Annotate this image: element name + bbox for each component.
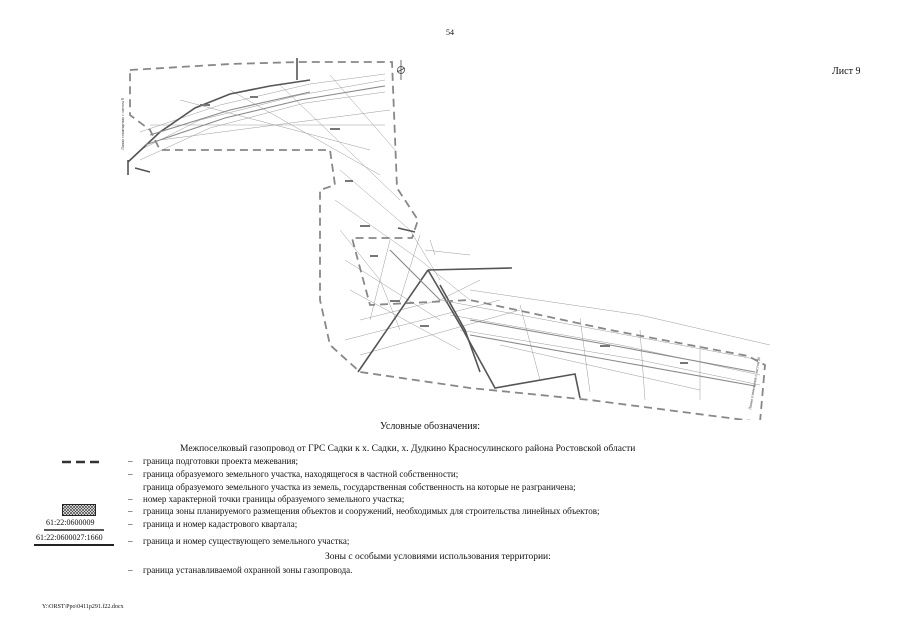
left-match-label: Линия совмещения с листом 8: [120, 98, 125, 150]
page-number: 54: [446, 28, 454, 37]
legend-item-label: граница образуемого земельного участка, находящегося в частной собственности;: [143, 469, 459, 479]
dashed-line-symbol: [62, 459, 102, 465]
legend-item-project-boundary: [0, 456, 905, 470]
project-title: Межпоселковый газопровод от ГРС Садки к х. Садки, х. Дудкино Красносулинского района Ростовской области: [180, 444, 636, 454]
existing-parcel-code: 61:22:0600027:1660: [36, 533, 103, 542]
right-match-label: Линия совмещения с листом 10: [747, 356, 762, 411]
legend-dash: –: [128, 506, 133, 516]
legend-item-label: номер характерной точки границы образуемого земельного участка;: [143, 494, 405, 504]
parcel-lines: [140, 74, 770, 400]
legend-dash: –: [128, 536, 133, 546]
sheet-label: Лист 9: [832, 66, 861, 77]
legend-item-label: граница и номер существующего земельного участка;: [143, 536, 350, 546]
footer-file-path: Y:\ORST\Ppo\0411p291.f22.docx: [42, 604, 124, 610]
legend-item-label: граница зоны планируемого размещения объектов и сооружений, необходимых для строительства линейных объектов;: [143, 506, 600, 516]
legend-item-protection-zone: [0, 565, 905, 579]
north-arrow-icon: [397, 60, 405, 80]
cadastral-block-line-symbol: [44, 528, 104, 532]
legend-title: Условные обозначения:: [380, 421, 481, 432]
legend-dash: –: [128, 456, 133, 466]
zones-title: Зоны с особыми условиями использования территории:: [325, 552, 551, 562]
legend-item-placement-zone: [0, 506, 905, 520]
zone-lines: [145, 86, 755, 386]
hatched-box-symbol: [62, 504, 96, 516]
legend-dash: –: [128, 494, 133, 504]
legend-dash: –: [128, 469, 133, 479]
legend-dash: –: [128, 565, 133, 575]
legend-item-private-parcel: [0, 469, 905, 483]
legend-item-label: граница устанавливаемой охранной зоны газопровода.: [143, 565, 353, 575]
cadastral-block-code: 61:22:0600009: [46, 518, 95, 527]
legend-item-existing-parcel: [0, 533, 905, 550]
existing-parcel-boundary: [128, 58, 580, 398]
legend-item-label: граница подготовки проекта межевания;: [143, 456, 299, 466]
existing-parcel-line-symbol: [34, 543, 114, 547]
legend-item-label: граница образуемого земельного участка из земель, государственная собственность на которые не разграничена;: [143, 482, 576, 492]
legend-item-label: граница и номер кадастрового квартала;: [143, 519, 298, 529]
point-marks: [200, 96, 688, 364]
legend-dash: –: [128, 519, 133, 529]
legend-item-cadastral-block: [0, 519, 905, 533]
